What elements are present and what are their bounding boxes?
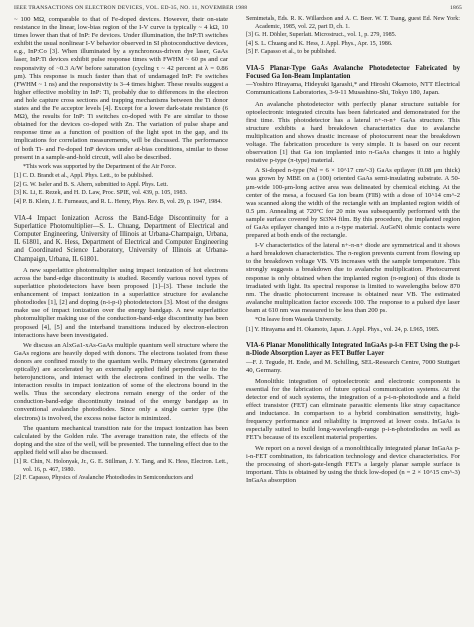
article-title-via5: VIA-5 Planar-Type GaAs Avalanche Photodetector Fabricated by Focused Ga Ion-Beam Implantation — [246, 64, 460, 81]
body-paragraph: We report on a novel design of a monolithically integrated planar InGaAs p-i-n-FET combination, its fabrication technology and device characteristics. For the processing of short-gate-length FET's a largely planar sample surface is important. This is obtained by using the thick low-doped (n = 2 × 10^15 cm^-3) InGaAs absorption — [246, 444, 460, 484]
reference-item: [1] Y. Hirayama and H. Okamoto, Japan. J. Appl. Phys., vol. 24, p. L965, 1985. — [246, 326, 440, 333]
footnote: *On leave from Waseda University. — [255, 317, 342, 323]
reference-item: [1] R. Chin, N. Holonyak, Jr., G. E. Stillman, J. Y. Tang, and K. Hess, Electron. Lett., vol. 16, p. 467, 1980. — [14, 459, 228, 473]
body-paragraph: A Si-doped n-type (Nd = 6 × 10^17 cm^-3) GaAs epilayer (0.08 μm thick) was grown by MBE on a (100) oriented GaAs semi-insulating substrate. A 50-μm-wide 100-μm-long active area was delineated by chemical etching. At the center of the mesa, a focused Ga ion beam (FIB) with a dose of 10^14 cm^-2 was scanned along the width of the rectangle with an implanted region width of 0.5 μm. Annealing at 720°C for 20 min was subsequently performed with the sample surface covered by Si3N4 film. By this procedure, the implanted region of GaAs epilayer changed into a π-type material. AuGeNi ohmic contacts were prepared at both ends of the rectangle. — [246, 167, 460, 240]
body-paragraph: A new superlattice photomultiplier using impact ionization of hot electrons across the band-edge discontinuity is studied. Recently various novel types of superlattice photodetectors have been proposed [1]–[3]. These include the enhancement of impact ionization in a superlattice structure for avalanche photodiodes [1], [2] and doping (n-i-p-i) photodetectors [3]. Most of the designs make use of impact ionization over the energy bandgap. A new superlattice photomultiplier making use of the conduction-band-edge discontinuity has been proposed [4], [5] and the interband transitions induced by electron-electron interactions have been investigated. — [14, 266, 228, 339]
article-authors-via6: —F. J. Tegude, H. Ende, and M. Schilling, SEL-Research Centre, 7000 Stuttgart 40, Germany. — [246, 358, 460, 374]
footnote: *This work was supported by the Department of the Air Force. — [23, 163, 177, 170]
body-paragraph: I-V characteristics of the lateral n+-π-n+ diode are symmetrical and it shows a hard breakdown characteristics. The π-region prevents current from flowing up to the breakdown voltage VB. VB increases with the sample temperature. This strongly suggests a breakdown due to avalanche multiplication. Photocurrent response is only obtained when the implanted region (π-region) of this diode is irradiated with light. Its spectral response is limited to wavelengths below 870 nm. The drastic photocurrent increase is obtained near VB. The estimated avalanche multiplication factor exceeds 100. The response to a pulsed dye laser beam at 610 nm was measured to be less than 200 ps. — [246, 242, 460, 314]
page-number: 1865 — [450, 5, 462, 11]
reference-item: [4] P. B. Klein, J. E. Furneaux, and R. L. Henry, Phys. Rev. B, vol. 29, p. 1947, 1984. — [14, 199, 222, 206]
reference-item: [3] G. H. Döhler, Superlatt. Microstruct., vol. 1, p. 279, 1985. — [246, 32, 397, 39]
body-paragraph: Monolithic integration of optoelectronic and electronic components is essential for the fabrication of future optical communication systems. At the detector end of such systems, the integration of a p-i-n-photodiode and a field effect transistor (FET) can eliminate parasitic elements like stray capacitance and inductance. In comparison to a hybrid combination sensitivity, high-frequency performance and reliability is improved at lower costs. InGaAs is especially suited to build long-wavelength-range p-i-n-photodiodes as well as FET's because of its excellent material properties. — [246, 377, 460, 442]
journal-title: IEEE TRANSACTIONS ON ELECTRON DEVICES, VOL. ED-35, NO. 11, NOVEMBER 1988 — [14, 5, 248, 11]
reference-item: [3] K. Li, E. Rezek, and H. D. Law, Proc. SPIE, vol. 439, p. 105, 1983. — [14, 190, 188, 197]
reference-item: [2] F. Capasso, Physics of Avalanche Photodiodes in Semiconductors and — [14, 475, 193, 482]
reference-item: [1] C. D. Brandt et al., Appl. Phys. Lett., to be published. — [14, 173, 154, 180]
running-header — [14, 5, 462, 15]
left-column — [14, 16, 228, 484]
body-paragraph: An avalanche photodetector with perfectly planar structure suitable for optoelectronic integrated circuits has been fabricated and demonstrated for the first time. This photodetector has a lateral n+-π-n+ GaAs structure. This structure exhibits a hard breakdown characteristics due to avalanche multiplication and shows drastic increase of photocurrent near the breakdown voltage. The fabrication procedure is very simple. It is based on our recent observation [1] that Ga ion implanted into π-GaAs changes it into a highly resistive p-type (π-type) material. — [246, 100, 460, 165]
body-paragraph: The quantum mechanical transition rate for the impact ionization has been calculated by the Golden rule. The average transition rate, the effects of the doping and the size of the well, will be presented. The tunneling effect due to the applied field will also be discussed. — [14, 424, 228, 456]
article-authors-via5: —Yoshiro Hirayama, Hideyuki Igarashi,* and Hiroshi Okamoto, NTT Electrical Communications Laboratories, 3-9-11 Musashino-Shi, Tokyo 180, Japan. — [246, 81, 460, 97]
reference-item: [2] G. W. Iseler and B. S. Ahern, submitted to Appl. Phys. Lett. — [14, 181, 169, 188]
continued-paragraph: ~ 100 MΩ, comparable to that of Fe-doped devices. However, their on-state resistance in the linear, low-bias region of the I-V curve is typically ~ 4 kΩ, 10 times lower than that of InP: Fe devices. Under illumination, the InP:Ti switches exhibit the usual nonlinear I-V behavior observed in SI photoconductive devices, e.g., InP:Co [3]. When illuminated by a synchronous-driven dye laser, GaAs laser, InP:Ti devices exhibit pulse response times with FWHM ~ 60 ps and car responsivity of ~0.3 A/W before saturation (cycling τ ~ 42 percent at λ = 0.86 μm). This response is much faster than that of undamaged InP: Fe switches (FWHM ~ 1 ns) and the responsivity is 3–4 times higher. These results suggest a higher effective mobility in InP: Ti, probably due to differences in the electron and hole capture cross sections and trapping mechanisms between the Ti donor states and the Fe acceptor levels [4]. Except for a lower dark-state resistance (6 MΩ), the results for InP: Ti switches co-doped with Fe are similar to those obtained for the devices co-doped with Zn. The variation of pulse shape and response time as a function of position of the light spot in the gap, and its implications for correlation measurements, will be discussed. The performance of both Ti- and Fe-doped InP devices under at-bias conditions, similar to those present in a sample-and-hold circuit, will also be described. — [14, 16, 228, 161]
body-paragraph: We discuss an AlxGa1-xAs-GaAs multiple quantum well structure where the GaAs regions are heavily doped with donors. The electrons isolated from these donors are confined mostly to the quantum wells. Primary electrons (generated optically) are accelerated by an externally applied field perpendicular to the heterojunctions, and interact with the electrons confined in the wells. The interaction results in impact ionization of some of the electrons bound in the wells. Thus the secondary electrons remain energy of the order of the conduction-band-edge discontinuity instead of the energy bandgap as in conventional avalanche photodiodes. Since only a single carrier type (the electrons) is involved, the excess noise factor is minimized. — [14, 341, 228, 422]
reference-item: Semimetals, Eds. R. K. Willardson and A. C. Beer. W. T. Tsang, guest Ed. New York: Academic, 1985, vol. 22, part D, ch. 1. — [246, 16, 460, 30]
reference-item: [5] F. Capasso et al., to be published. — [246, 49, 337, 56]
article-title-via4: VIA-4 Impact Ionization Across the Band-Edge Discontinuity for a Superlattice Photomultiplier—S. L. Chuang, Department of Electrical and Computer Engineering, University of Illinois at Urbana-Champaign, Urbana, IL 61801, and K. Hess, Department of Electrical and Computer Engineering and Coordinated Science Laboratory, University of Illinois at Urbana-Champaign, Urbana, IL 61801. — [14, 214, 228, 263]
article-title-via6: VIA-6 Planar Monolithically Integrated InGaAs p-i-n FET Using the p-i-n-Diode Absorption Layer as FET Buffer Layer — [246, 342, 460, 358]
right-column — [246, 16, 460, 487]
reference-item: [4] S. L. Chuang and K. Hess, J. Appl. Phys., Apr. 15, 1986. — [246, 40, 393, 47]
